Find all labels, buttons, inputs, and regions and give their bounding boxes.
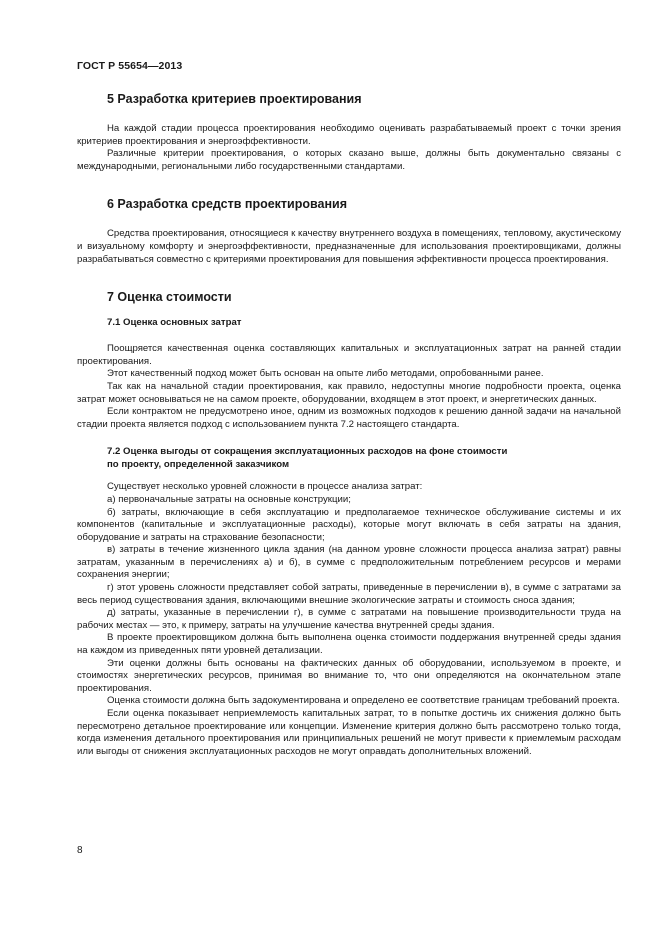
- section-5-paragraph: На каждой стадии процесса проектирования необходимо оценивать разрабатываемый проект с точки зрения критериев проектирования и энергоэффективности.: [77, 123, 621, 147]
- page-content: [77, 92, 621, 758]
- subsection-7-1-title: 7.1 Оценка основных затрат: [107, 317, 242, 329]
- subsection-7-1-paragraph: Поощряется качественная оценка составляющих капитальных и эксплуатационных затрат на ранней стадии проектирования.: [77, 343, 621, 367]
- subsection-7-2-paragraph: В проекте проектировщиком должна быть выполнена оценка стоимости поддержания внутренней среды здания на каждом из приведенных пяти уровней детализации.: [77, 632, 621, 657]
- list-item-d: д) затраты, указанные в перечислении г), в сумме с затратами на повышение производительности труда на рабочих местах — это, к примеру, затраты на улучшение качества внутренней среды здания.: [77, 607, 621, 631]
- list-item-a: а) первоначальные затраты на основные конструкции;: [107, 493, 351, 505]
- section-7-title: 7 Оценка стоимости: [107, 290, 232, 305]
- section-6-paragraph: Средства проектирования, относящиеся к качеству внутреннего воздуха в помещениях, тепловому, акустическому и визуальному комфорту и энергоэффективности, предназначенные для использования проектировщиками, должны разрабатываться совместно с критериями проектирования для повышения эффективности процесса проектирования.: [77, 228, 621, 265]
- subsection-7-1-paragraph: Так как на начальной стадии проектирования, как правило, недоступны многие подробности проекта, оценка затрат может основываться не на самом проекте, оборудовании, входящем в этот проект, и энергетических данных.: [77, 380, 621, 405]
- section-6-title: 6 Разработка средств проектирования: [107, 197, 347, 212]
- subsection-7-2-paragraph: Оценка стоимости должна быть задокументирована и определено ее соответствие границам требований проекта.: [107, 695, 620, 707]
- subsection-7-2-title-line-1: 7.2 Оценка выгоды от сокращения эксплуатационных расходов на фоне стоимости: [107, 446, 508, 458]
- subsection-7-2-paragraph: Эти оценки должны быть основаны на фактических данных об оборудовании, используемом в проекте, и стоимостях энергетических ресурсов, принимая во внимание то, что они определяются на окончательном этапе проектирования.: [77, 657, 621, 694]
- subsection-7-2-paragraph: Если оценка показывает неприемлемость капитальных затрат, то в попытке достичь их снижения должно быть пересмотрено детальное проектирование или концепции. Изменение критерия должно быть рассмотрено только тогда, когда изменения детального проектирования или принципиальных решений не могут привести к приемлемым расходам или выгоды от снижения эксплуатационных расходов не могут оправдать дополнительных вложений.: [77, 708, 621, 757]
- subsection-7-2-title-line-2: по проекту, определенной заказчиком: [107, 459, 290, 471]
- list-item-v: в) затраты в течение жизненного цикла здания (на данном уровне сложности процесса анализа затрат) равны затратам, указанным в перечислениях а) и б), в сумме с предположительным потреблением ресурсов и мерами сохранения энергии;: [77, 544, 621, 581]
- list-item-b: б) затраты, включающие в себя эксплуатацию и предполагаемое техническое обслуживание системы и их компонентов (капитальные и эксплуатационные расходы), которые могут включать в себя затраты на здания, оборудование и затраты на страхование безопасности;: [77, 506, 621, 543]
- subsection-7-1-paragraph: Если контрактом не предусмотрено иное, одним из возможных подходов к решению данной задачи на начальной стадии проекта является подход с использованием пункта 7.2 настоящего стандарта.: [77, 406, 621, 430]
- section-5-title: 5 Разработка критериев проектирования: [107, 92, 362, 106]
- subsection-7-1-paragraph: Этот качественный подход может быть основан на опыте либо методами, опробованными ранее.: [107, 368, 544, 380]
- section-5-paragraph: Различные критерии проектирования, о которых сказано выше, должны быть документально связаны с международными, региональными либо государственными стандартами.: [77, 148, 621, 172]
- document-header: ГОСТ Р 55654—2013: [77, 60, 183, 72]
- list-item-g: г) этот уровень сложности представляет собой затраты, приведенные в перечислении в), в сумме с затратами за весь период существования здания, включающими внешние экологические затраты и стоимость сноса здания;: [77, 582, 621, 606]
- page-number: 8: [77, 845, 83, 856]
- subsection-7-2-paragraph: Существует несколько уровней сложности в процессе анализа затрат:: [107, 481, 423, 493]
